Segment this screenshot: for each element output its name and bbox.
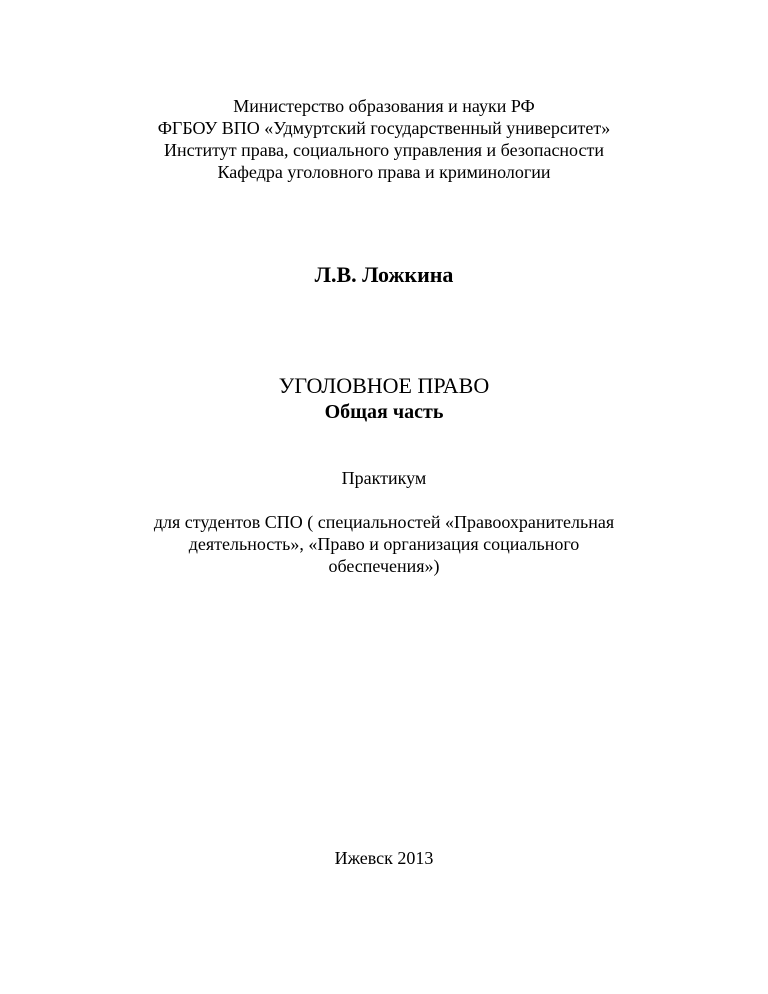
target-audience: [0, 511, 768, 577]
department-line: Кафедра уголовного права и криминологии: [217, 162, 551, 182]
audience-line: деятельность», «Право и организация социального: [188, 534, 580, 554]
university-line: ФГБОУ ВПО «Удмуртский государственный университет»: [157, 118, 611, 138]
institution-header: [0, 95, 768, 183]
city-year: Ижевск 2013: [334, 848, 434, 868]
audience-line: обеспечения»): [328, 556, 440, 576]
document-subtitle: Общая часть: [324, 401, 444, 423]
document-type: Практикум: [341, 468, 427, 488]
author-name: Л.В. Ложкина: [314, 262, 454, 287]
document-title: УГОЛОВНОЕ ПРАВО: [278, 373, 490, 398]
audience-line: для студентов СПО ( специальностей «Правоохранительная: [153, 512, 615, 532]
ministry-line: Министерство образования и науки РФ: [233, 96, 535, 116]
institute-line: Институт права, социального управления и безопасности: [164, 140, 604, 160]
